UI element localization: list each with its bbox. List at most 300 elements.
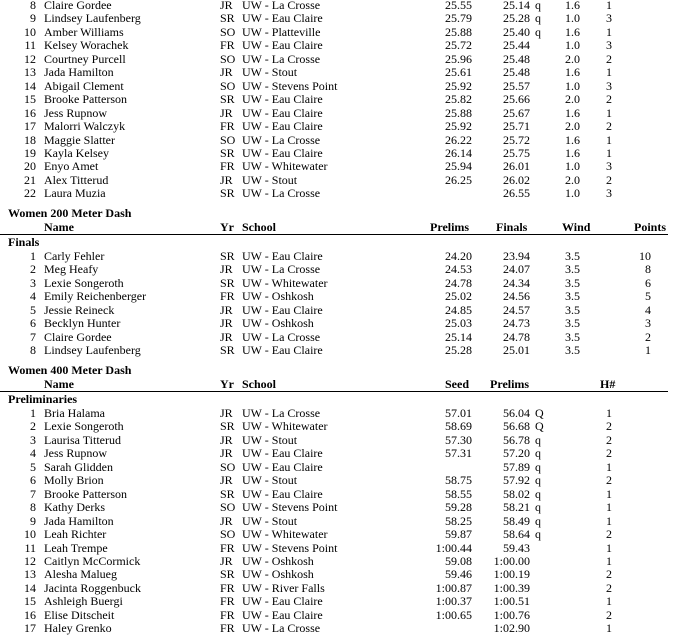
prelim-time: 25.92 (445, 119, 472, 134)
wind-cell: 3.5 (565, 316, 580, 331)
wind-cell: 1.0 (565, 78, 580, 93)
table-row (0, 160, 675, 174)
table-header-400 (0, 377, 668, 392)
athlete-name: Jess Rupnow (44, 446, 108, 461)
wind-cell: 3.5 (565, 302, 580, 317)
col-yr: Yr (220, 377, 234, 391)
table-row (0, 93, 675, 107)
prelim-time: 56.04 (503, 406, 530, 420)
prelim-time: 25.94 (445, 159, 472, 174)
seed-time: 59.08 (445, 553, 472, 568)
place-cell: 2 (30, 262, 36, 277)
year-cell: FR (220, 594, 235, 609)
seed-time: 57.30 (445, 432, 472, 447)
wind-cell: 2.0 (565, 92, 580, 107)
heat-cell: 3 (606, 159, 612, 174)
place-cell: 14 (24, 580, 36, 595)
place-cell: 15 (24, 92, 36, 107)
col-finals: Finals (496, 220, 528, 234)
final-time: 26.01 (503, 159, 530, 174)
year-cell: JR (220, 302, 233, 317)
wind-cell: 3.5 (565, 275, 580, 290)
heat-cell: 2 (606, 92, 612, 107)
athlete-name: Alesha Malueg (44, 567, 117, 582)
athlete-name: Becklyn Hunter (44, 316, 121, 331)
year-cell: SR (220, 486, 235, 501)
athlete-name: Jada Hamilton (44, 65, 114, 80)
prelim-time: 56.68 (503, 419, 530, 434)
athlete-name: Malorri Walczyk (44, 119, 126, 134)
school-cell: UW - Eau Claire (242, 11, 323, 26)
col-seed: Seed (445, 377, 469, 391)
place-cell: 17 (24, 119, 36, 134)
table-header-200 (0, 220, 668, 235)
qualifier-mark: q (535, 432, 541, 447)
heat-cell: 2 (606, 432, 612, 447)
final-time: 25.71 (503, 119, 530, 134)
wind-cell: 2.0 (565, 51, 580, 66)
qualifier-mark: q (535, 486, 541, 501)
seed-time: 59.87 (445, 527, 472, 542)
year-cell: SO (220, 51, 236, 66)
year-cell: JR (220, 172, 233, 187)
place-cell: 2 (30, 419, 36, 434)
year-cell: JR (220, 316, 233, 331)
year-cell: JR (220, 0, 233, 12)
table-row (0, 187, 675, 201)
seed-time: 58.75 (445, 473, 472, 488)
school-cell: UW - Stevens Point (242, 78, 338, 93)
prelim-time: 26.14 (445, 145, 472, 160)
school-cell: UW - River Falls (242, 580, 325, 595)
school-cell: UW - Whitewater (242, 419, 328, 434)
athlete-name: Bria Halama (44, 406, 105, 420)
school-cell: UW - Stout (242, 513, 298, 528)
year-cell: FR (220, 540, 235, 555)
place-cell: 6 (30, 316, 36, 331)
event-title-400: Women 400 Meter Dash (8, 363, 132, 377)
place-cell: 17 (24, 621, 36, 636)
wind-cell: 3.5 (565, 289, 580, 304)
qualifier-mark: q (535, 500, 541, 515)
wind-cell: 3.5 (565, 329, 580, 344)
wind-cell: 1.0 (565, 38, 580, 53)
wind-cell: 1.6 (565, 0, 580, 12)
athlete-name: Lindsey Laufenberg (44, 11, 141, 26)
year-cell: SR (220, 186, 235, 201)
school-cell: UW - Stout (242, 65, 298, 80)
athlete-name: Claire Gordee (44, 0, 112, 12)
final-time: 25.01 (503, 343, 530, 358)
year-cell: SO (220, 78, 236, 93)
prelim-time: 57.20 (503, 446, 530, 461)
final-time: 25.67 (503, 105, 530, 120)
heat-cell: 2 (606, 580, 612, 595)
wind-cell: 2.0 (565, 172, 580, 187)
year-cell: SR (220, 343, 235, 358)
table-row (0, 344, 675, 358)
prelim-time: 24.78 (445, 275, 472, 290)
heat-cell: 1 (606, 24, 612, 39)
athlete-name: Maggie Slatter (44, 132, 115, 147)
place-cell: 8 (30, 343, 36, 358)
points-cell: 8 (645, 262, 651, 277)
school-cell: UW - La Crosse (242, 186, 321, 201)
final-time: 25.75 (503, 145, 530, 160)
prelim-time: 1:00.00 (493, 553, 530, 568)
year-cell: SO (220, 527, 236, 542)
table-row (0, 66, 675, 80)
place-cell: 11 (24, 540, 36, 555)
table-row (0, 12, 675, 26)
round-label-400: Preliminaries (8, 392, 78, 406)
year-cell: SO (220, 459, 236, 474)
school-cell: UW - Eau Claire (242, 594, 323, 609)
table-row (0, 39, 675, 53)
place-cell: 10 (24, 527, 36, 542)
athlete-name: Kathy Derks (44, 500, 105, 515)
prelim-time: 58.64 (503, 527, 530, 542)
heat-cell: 1 (606, 132, 612, 147)
school-cell: UW - Stevens Point (242, 500, 338, 515)
place-cell: 8 (30, 500, 36, 515)
heat-cell: 1 (606, 553, 612, 568)
place-cell: 18 (24, 132, 36, 147)
school-cell: UW - Eau Claire (242, 343, 323, 358)
table-row (0, 622, 675, 636)
final-time: 24.34 (503, 275, 530, 290)
wind-cell: 1.6 (565, 105, 580, 120)
year-cell: SO (220, 500, 236, 515)
final-time: 25.14 (503, 0, 530, 12)
year-cell: SO (220, 24, 236, 39)
prelim-time: 58.02 (503, 486, 530, 501)
wind-cell: 1.6 (565, 132, 580, 147)
year-cell: SO (220, 132, 236, 147)
year-cell: SR (220, 275, 235, 290)
school-cell: UW - Oshkosh (242, 289, 314, 304)
heat-cell: 3 (606, 38, 612, 53)
prelim-time: 58.21 (503, 500, 530, 515)
heat-cell: 1 (606, 105, 612, 120)
prelim-time: 25.88 (445, 105, 472, 120)
place-cell: 19 (24, 145, 36, 160)
athlete-name: Claire Gordee (44, 329, 112, 344)
wind-cell: 1.0 (565, 186, 580, 201)
seed-time: 1:00.87 (435, 580, 472, 595)
col-points: Points (634, 220, 667, 234)
wind-cell: 1.6 (565, 65, 580, 80)
qualifier-mark: q (535, 24, 541, 39)
heat-cell: 1 (606, 459, 612, 474)
prelim-time: 1:00.39 (493, 580, 530, 595)
qualifier-mark: q (535, 473, 541, 488)
year-cell: JR (220, 329, 233, 344)
place-cell: 4 (30, 289, 36, 304)
prelim-time: 25.88 (445, 24, 472, 39)
qualifier-mark: q (535, 459, 541, 474)
athlete-name: Kelsey Worachek (44, 38, 129, 53)
prelim-time: 57.92 (503, 473, 530, 488)
seed-time: 58.55 (445, 486, 472, 501)
table-row (0, 501, 675, 515)
final-time: 25.48 (503, 51, 530, 66)
col-school: School (242, 220, 277, 234)
prelim-time: 1:02.90 (493, 621, 530, 636)
qualifier-mark: q (535, 446, 541, 461)
athlete-name: Brooke Patterson (44, 486, 127, 501)
heat-cell: 2 (606, 446, 612, 461)
prelim-time: 24.20 (445, 249, 472, 263)
round-label-200: Finals (8, 235, 40, 249)
school-cell: UW - Eau Claire (242, 607, 323, 622)
points-cell: 5 (645, 289, 651, 304)
school-cell: UW - Eau Claire (242, 105, 323, 120)
place-cell: 22 (24, 186, 36, 201)
school-cell: UW - Eau Claire (242, 145, 323, 160)
prelim-time: 25.55 (445, 0, 472, 12)
school-cell: UW - Eau Claire (242, 446, 323, 461)
year-cell: JR (220, 553, 233, 568)
heat-cell: 3 (606, 11, 612, 26)
qualifier-mark: q (535, 527, 541, 542)
place-cell: 3 (30, 432, 36, 447)
place-cell: 9 (30, 513, 36, 528)
place-cell: 13 (24, 65, 36, 80)
qualifier-mark: q (535, 513, 541, 528)
place-cell: 1 (30, 406, 36, 420)
school-cell: UW - Platteville (242, 24, 321, 39)
athlete-name: Jada Hamilton (44, 513, 114, 528)
year-cell: SR (220, 567, 235, 582)
table-row (0, 290, 675, 304)
final-time: 24.07 (503, 262, 530, 277)
school-cell: UW - Whitewater (242, 527, 328, 542)
wind-cell: 1.0 (565, 159, 580, 174)
place-cell: 11 (24, 38, 36, 53)
year-cell: SR (220, 145, 235, 160)
table-row (0, 317, 675, 331)
school-cell: UW - Whitewater (242, 159, 328, 174)
athlete-name: Meg Heafy (44, 262, 99, 277)
year-cell: SR (220, 92, 235, 107)
place-cell: 12 (24, 553, 36, 568)
col-yr: Yr (220, 220, 234, 234)
prelim-time: 59.43 (503, 540, 530, 555)
points-cell: 2 (645, 329, 651, 344)
table-row (0, 542, 675, 556)
school-cell: UW - Oshkosh (242, 567, 314, 582)
year-cell: FR (220, 159, 235, 174)
prelim-time: 25.79 (445, 11, 472, 26)
wind-cell: 1.0 (565, 11, 580, 26)
place-cell: 12 (24, 51, 36, 66)
athlete-name: Leah Richter (44, 527, 107, 542)
athlete-name: Emily Reichenberger (44, 289, 147, 304)
athlete-name: Jessie Reineck (44, 302, 115, 317)
year-cell: FR (220, 289, 235, 304)
heat-cell: 1 (606, 0, 612, 12)
school-cell: UW - Eau Claire (242, 302, 323, 317)
prelim-time: 24.85 (445, 302, 472, 317)
athlete-name: Leah Trempe (44, 540, 108, 555)
place-cell: 8 (30, 0, 36, 12)
place-cell: 16 (24, 607, 36, 622)
athlete-name: Jacinta Roggenbuck (44, 580, 141, 595)
year-cell: JR (220, 406, 233, 420)
heat-cell: 1 (606, 500, 612, 515)
col-prelims: Prelims (490, 377, 530, 391)
heat-cell: 1 (606, 540, 612, 555)
final-time: 26.02 (503, 172, 530, 187)
seed-time: 59.28 (445, 500, 472, 515)
qualifier-mark: Q (535, 406, 544, 420)
year-cell: FR (220, 607, 235, 622)
year-cell: JR (220, 473, 233, 488)
final-time: 24.56 (503, 289, 530, 304)
col-school: School (242, 377, 277, 391)
athlete-name: Lexie Songeroth (44, 419, 124, 434)
athlete-name: Enyo Amet (44, 159, 99, 174)
school-cell: UW - La Crosse (242, 262, 321, 277)
points-cell: 4 (645, 302, 651, 317)
athlete-name: Abigail Clement (44, 78, 124, 93)
final-time: 25.72 (503, 132, 530, 147)
col-wind: Wind (562, 220, 591, 234)
wind-cell: 3.5 (565, 262, 580, 277)
table-row (0, 474, 675, 488)
place-cell: 13 (24, 567, 36, 582)
seed-time: 57.31 (445, 446, 472, 461)
qualifier-mark: q (535, 11, 541, 26)
school-cell: UW - Eau Claire (242, 92, 323, 107)
place-cell: 9 (30, 11, 36, 26)
table-row (0, 595, 675, 609)
final-time: 24.78 (503, 329, 530, 344)
heat-cell: 3 (606, 186, 612, 201)
heat-cell: 2 (606, 119, 612, 134)
school-cell: UW - Whitewater (242, 275, 328, 290)
prelim-time: 25.14 (445, 329, 472, 344)
prelim-time: 1:00.51 (493, 594, 530, 609)
seed-time: 57.01 (445, 406, 472, 420)
school-cell: UW - La Crosse (242, 132, 321, 147)
prelim-time: 1:00.76 (493, 607, 530, 622)
prelim-time: 56.78 (503, 432, 530, 447)
place-cell: 20 (24, 159, 36, 174)
table-row (0, 528, 675, 542)
athlete-name: Elise Ditscheit (44, 607, 115, 622)
event-title-200: Women 200 Meter Dash (8, 206, 132, 220)
school-cell: UW - Eau Claire (242, 459, 323, 474)
year-cell: JR (220, 65, 233, 80)
heat-cell: 3 (606, 78, 612, 93)
place-cell: 6 (30, 473, 36, 488)
prelim-time: 25.03 (445, 316, 472, 331)
school-cell: UW - Stout (242, 473, 298, 488)
wind-cell: 1.6 (565, 24, 580, 39)
place-cell: 1 (30, 249, 36, 263)
year-cell: FR (220, 580, 235, 595)
final-time: 25.28 (503, 11, 530, 26)
col-prelims: Prelims (430, 220, 470, 234)
seed-time: 1:00.37 (435, 594, 472, 609)
school-cell: UW - La Crosse (242, 329, 321, 344)
table-row (0, 447, 675, 461)
wind-cell: 2.0 (565, 119, 580, 134)
heat-cell: 1 (606, 594, 612, 609)
school-cell: UW - Eau Claire (242, 38, 323, 53)
table-row (0, 263, 675, 277)
col-heat: H# (600, 377, 616, 391)
athlete-name: Molly Brion (44, 473, 104, 488)
athlete-name: Alex Titterud (44, 172, 109, 187)
prelim-time: 25.61 (445, 65, 472, 80)
table-row (0, 420, 675, 434)
seed-time: 1:00.44 (435, 540, 472, 555)
athlete-name: Lindsey Laufenberg (44, 343, 141, 358)
points-cell: 6 (645, 275, 651, 290)
heat-cell: 1 (606, 513, 612, 528)
school-cell: UW - La Crosse (242, 621, 321, 636)
school-cell: UW - Stevens Point (242, 540, 338, 555)
wind-cell: 3.5 (565, 343, 580, 358)
athlete-name: Laura Muzia (44, 186, 106, 201)
final-time: 23.94 (503, 249, 530, 263)
year-cell: SR (220, 249, 235, 263)
place-cell: 10 (24, 24, 36, 39)
prelim-time: 26.25 (445, 172, 472, 187)
final-time: 24.57 (503, 302, 530, 317)
heat-cell: 2 (606, 567, 612, 582)
place-cell: 5 (30, 302, 36, 317)
points-cell: 3 (645, 316, 651, 331)
year-cell: FR (220, 621, 235, 636)
prelim-time: 25.96 (445, 51, 472, 66)
prelim-time: 24.53 (445, 262, 472, 277)
heat-cell: 1 (606, 406, 612, 420)
final-time: 26.55 (503, 186, 530, 201)
athlete-name: Lexie Songeroth (44, 275, 124, 290)
school-cell: UW - Stout (242, 432, 298, 447)
prelim-time: 25.02 (445, 289, 472, 304)
heat-cell: 2 (606, 473, 612, 488)
points-cell: 10 (639, 249, 651, 263)
school-cell: UW - Eau Claire (242, 486, 323, 501)
seed-time: 59.46 (445, 567, 472, 582)
final-time: 25.66 (503, 92, 530, 107)
prelim-time: 58.49 (503, 513, 530, 528)
athlete-name: Ashleigh Buergi (44, 594, 123, 609)
table-row (0, 568, 675, 582)
points-cell: 1 (645, 343, 651, 358)
place-cell: 15 (24, 594, 36, 609)
heat-cell: 2 (606, 527, 612, 542)
year-cell: FR (220, 38, 235, 53)
wind-cell: 3.5 (565, 249, 580, 263)
athlete-name: Brooke Patterson (44, 92, 127, 107)
year-cell: JR (220, 105, 233, 120)
heat-cell: 1 (606, 145, 612, 160)
athlete-name: Kayla Kelsey (44, 145, 109, 160)
school-cell: UW - Stout (242, 172, 298, 187)
place-cell: 3 (30, 275, 36, 290)
year-cell: FR (220, 119, 235, 134)
school-cell: UW - La Crosse (242, 0, 321, 12)
final-time: 25.48 (503, 65, 530, 80)
col-name: Name (44, 377, 74, 391)
prelim-time: 25.72 (445, 38, 472, 53)
